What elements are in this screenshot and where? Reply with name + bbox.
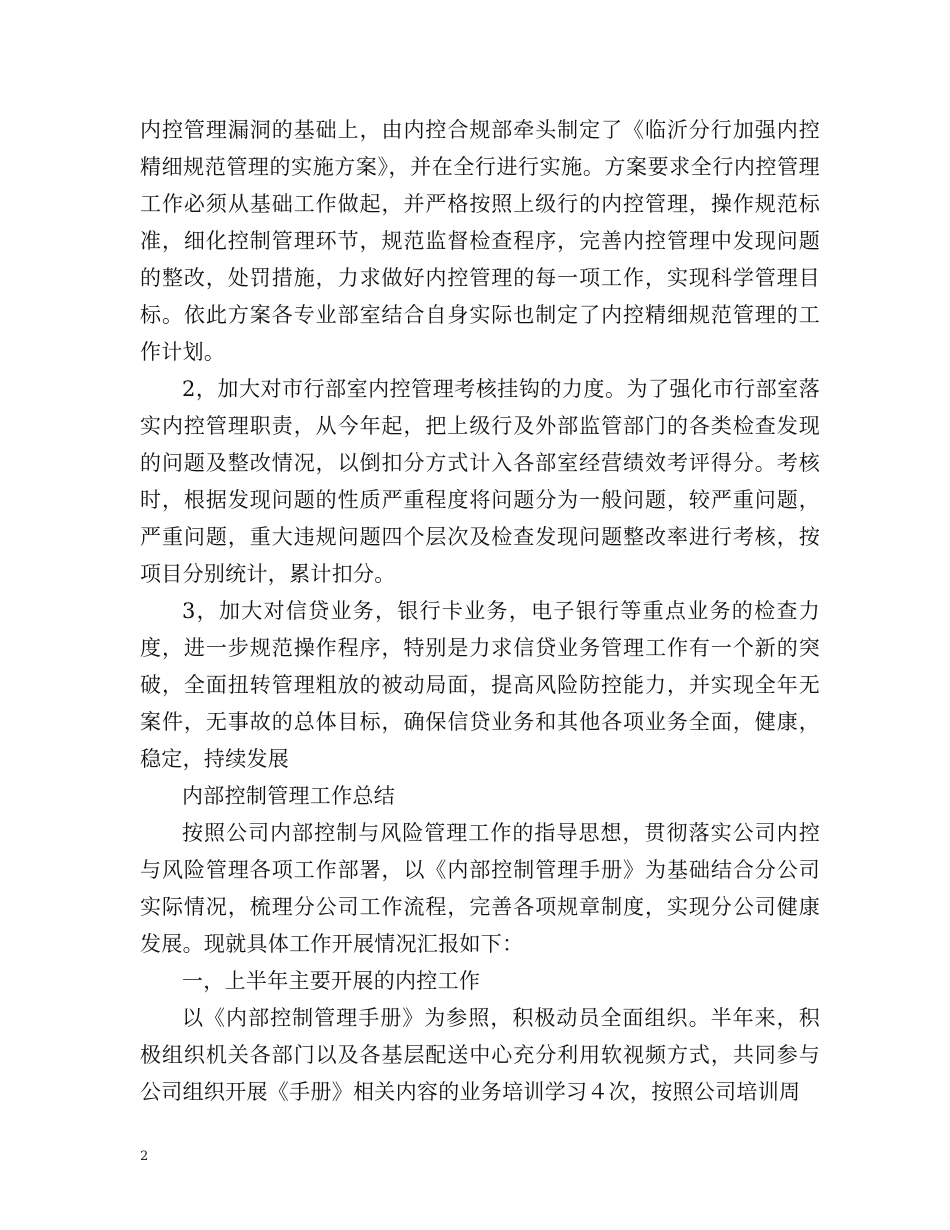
document-body: [140, 112, 820, 1111]
paragraph-continuation: 内控管理漏洞的基础上，由内控合规部牵头制定了《临沂分行加强内控精细规范管理的实施方案》，并在全行进行实施。方案要求全行内控管理工作必须从基础工作做起，并严格按照上级行的内控管理，操作规范标准，细化控制管理环节，规范监督检查程序，完善内控管理中发现问题的整改，处罚措施，力求做好内控管理的每一项工作，实现科学管理目标。依此方案各专业部室结合自身实际也制定了内控精细规范管理的工作计划。: [140, 118, 820, 364]
paragraph-training: 以《内部控制管理手册》为参照，积极动员全面组织。半年来，积极组织机关各部门以及各基层配送中心充分利用软视频方式，共同参与公司组织开展《手册》相关内容的业务培训学习４次，按照公司培训周: [140, 1006, 820, 1104]
paragraph-item-2: 2，加大对市行部室内控管理考核挂钩的力度。为了强化市行部室落实内控管理职责，从今年起，把上级行及外部监管部门的各类检查发现的问题及整改情况，以倒扣分方式计入各部室经营绩效考评得分。考核时，根据发现问题的性质严重程度将问题分为一般问题，较严重问题，严重问题，重大违规问题四个层次及检查发现问题整改率进行考核，按项目分别统计，累计扣分。: [140, 377, 820, 586]
section-title: 内部控制管理工作总结: [182, 784, 395, 808]
paragraph-intro: 按照公司内部控制与风险管理工作的指导思想，贯彻落实公司内控与风险管理各项工作部署，以《内部控制管理手册》为基础结合分公司实际情况，梳理分公司工作流程，完善各项规章制度，实现分公司健康发展。现就具体工作开展情况汇报如下：: [140, 821, 820, 956]
subsection-title: 一，上半年主要开展的内控工作: [182, 969, 481, 993]
paragraph-item-3: 3，加大对信贷业务，银行卡业务，电子银行等重点业务的检查力度，进一步规范操作程序，特别是力求信贷业务管理工作有一个新的突破，全面扭转管理粗放的被动局面，提高风险防控能力，并实现全年无案件，无事故的总体目标，确保信贷业务和其他各项业务全面，健康，稳定，持续发展: [140, 599, 820, 771]
page-number: 2: [140, 1149, 149, 1164]
